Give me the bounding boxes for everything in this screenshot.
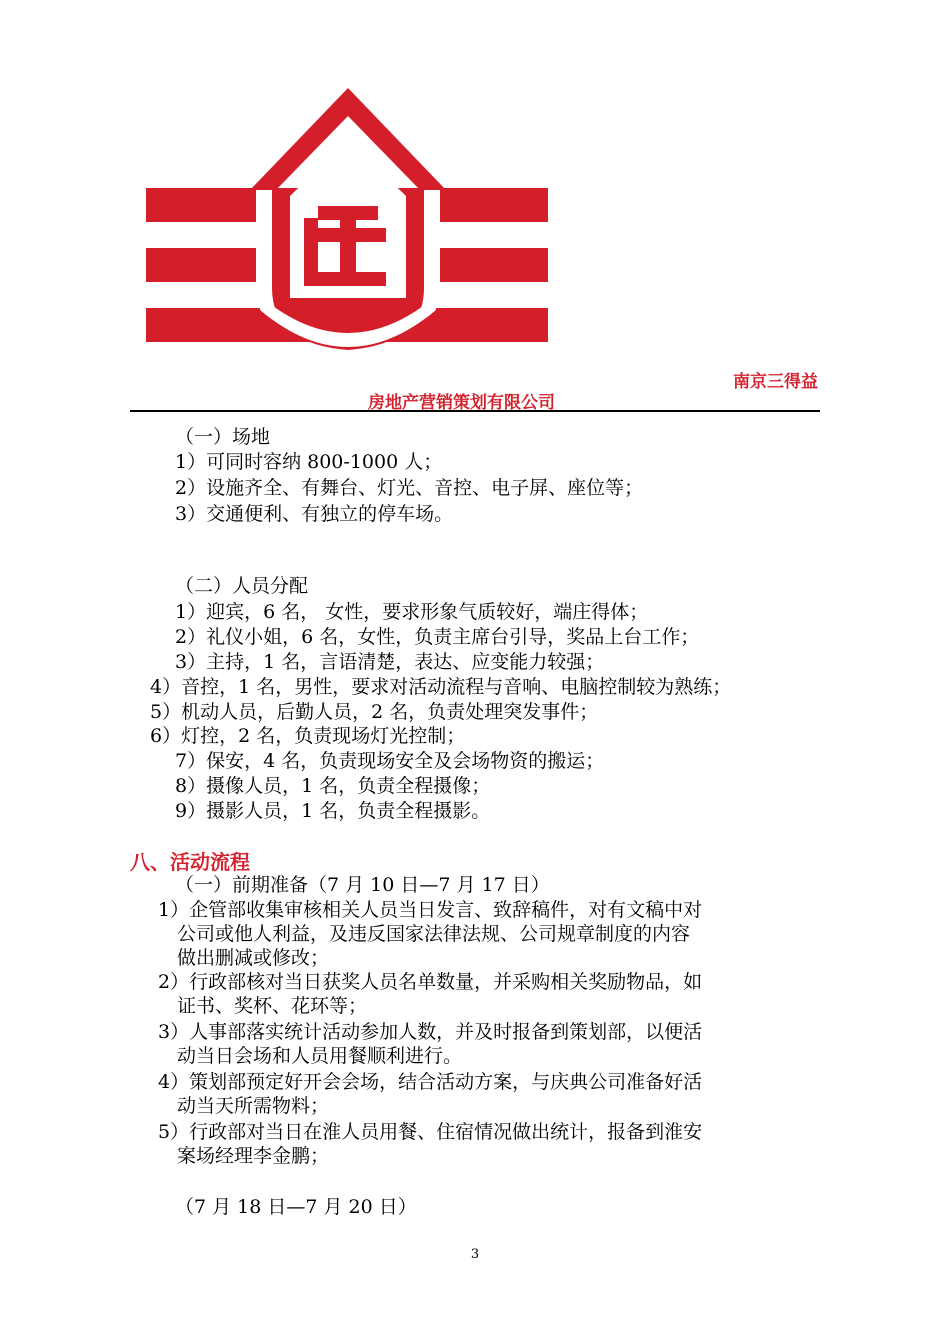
- staff-item: 9）摄影人员，1 名，负责全程摄影。: [175, 800, 491, 822]
- page-number: 3: [470, 1247, 480, 1262]
- prep-item-1-line3: 做出删减或修改；: [177, 947, 330, 969]
- section-title-process: 八、活动流程: [130, 850, 250, 874]
- staff-item: 7）保安，4 名，负责现场安全及会场物资的搬运；: [175, 750, 605, 772]
- venue-item: 3）交通便利、有独立的停车场。: [175, 503, 454, 525]
- company-name-line2: 房地产营销策划有限公司: [368, 393, 555, 413]
- staff-heading: （二）人员分配: [175, 575, 309, 597]
- prep-item-3-line1: 3）人事部落实统计活动参加人数，并及时报备到策划部，以便活: [158, 1021, 703, 1043]
- prep-item-2-line2: 证书、奖杯、花环等；: [177, 995, 368, 1017]
- venue-heading: （一）场地: [175, 426, 271, 448]
- prep-item-5-line2: 案场经理李金鹏；: [177, 1145, 330, 1167]
- venue-item: 1）可同时容纳 800-1000 人；: [175, 451, 443, 473]
- prep-item-1-line1: 1）企管部收集审核相关人员当日发言、致辞稿件，对有文稿中对: [158, 899, 703, 921]
- company-logo: [140, 88, 552, 360]
- prep-item-4-line1: 4）策划部预定好开会会场，结合活动方案，与庆典公司准备好活: [158, 1071, 703, 1093]
- staff-item: 4）音控，1 名，男性，要求对活动流程与音响、电脑控制较为熟练；: [150, 676, 732, 698]
- prep-item-1-line2: 公司或他人利益，及违反国家法律法规、公司规章制度的内容: [177, 923, 691, 945]
- venue-item: 2）设施齐全、有舞台、灯光、音控、电子屏、座位等；: [175, 477, 644, 499]
- staff-item: 1）迎宾，6 名， 女性，要求形象气质较好，端庄得体；: [175, 601, 649, 623]
- staff-item: 6）灯控，2 名，负责现场灯光控制；: [150, 725, 466, 747]
- staff-item: 8）摄像人员，1 名，负责全程摄像；: [175, 775, 491, 797]
- prep-item-5-line1: 5）行政部对当日在淮人员用餐、住宿情况做出统计，报备到淮安: [158, 1121, 703, 1143]
- prep-item-3-line2: 动当日会场和人员用餐顺利进行。: [177, 1045, 463, 1067]
- header-divider: [130, 410, 820, 412]
- prep-item-2-line1: 2）行政部核对当日获奖人员名单数量，并采购相关奖励物品，如: [158, 971, 703, 993]
- staff-item: 5）机动人员，后勤人员，2 名，负责处理突发事件；: [150, 701, 599, 723]
- prep-heading: （一）前期准备（7 月 10 日—7 月 17 日）: [175, 874, 550, 896]
- staff-item: 3）主持，1 名，言语清楚，表达、应变能力较强；: [175, 651, 605, 673]
- next-phase-heading: （7 月 18 日—7 月 20 日）: [175, 1196, 417, 1218]
- staff-item: 2）礼仪小姐，6 名，女性，负责主席台引导，奖品上台工作；: [175, 626, 700, 648]
- company-name-line1: 南京三得益: [733, 372, 818, 392]
- prep-item-4-line2: 动当天所需物料；: [177, 1095, 330, 1117]
